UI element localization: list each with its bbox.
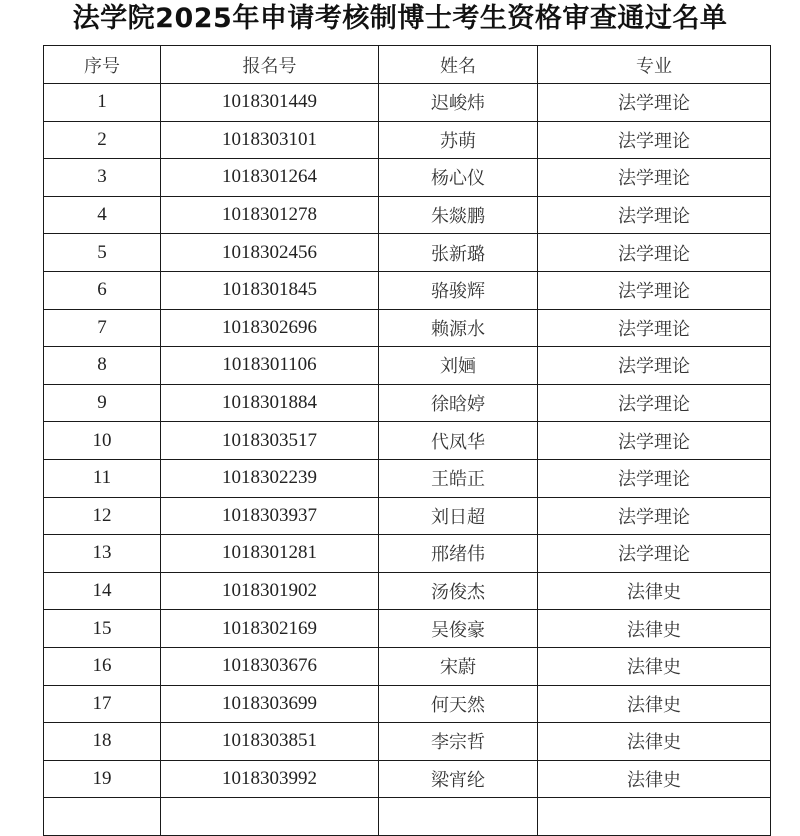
row-number: 13 xyxy=(44,535,161,573)
applicant-name: 赖源水 xyxy=(379,309,538,347)
registration-id: 1018302239 xyxy=(161,459,379,497)
major: 法学理论 xyxy=(538,497,771,535)
registration-id: 1018303517 xyxy=(161,422,379,460)
registration-id: 1018303937 xyxy=(161,497,379,535)
row-number: 18 xyxy=(44,723,161,761)
registration-id: 1018303992 xyxy=(161,760,379,798)
row-number: 7 xyxy=(44,309,161,347)
row-number: 5 xyxy=(44,234,161,272)
row-number: 9 xyxy=(44,384,161,422)
header-name: 姓名 xyxy=(379,46,538,84)
major: 法学理论 xyxy=(538,384,771,422)
row-number: 12 xyxy=(44,497,161,535)
applicant-name: 汤俊杰 xyxy=(379,572,538,610)
row-number: 19 xyxy=(44,760,161,798)
major: 法学理论 xyxy=(538,309,771,347)
major: 法律史 xyxy=(538,647,771,685)
registration-id: 1018301278 xyxy=(161,196,379,234)
major: 法律史 xyxy=(538,610,771,648)
row-number: 2 xyxy=(44,121,161,159)
row-number: 11 xyxy=(44,459,161,497)
table-row xyxy=(44,121,771,159)
applicant-name: 徐晗婷 xyxy=(379,384,538,422)
header-registration-id: 报名号 xyxy=(161,46,379,84)
row-number: 10 xyxy=(44,422,161,460)
registration-id: 1018301845 xyxy=(161,271,379,309)
major: 法律史 xyxy=(538,760,771,798)
registration-id: 1018301884 xyxy=(161,384,379,422)
registration-id: 1018303676 xyxy=(161,647,379,685)
row-number: 16 xyxy=(44,647,161,685)
table-row xyxy=(44,196,771,234)
empty-cell xyxy=(161,798,379,836)
applicant-name: 代凤华 xyxy=(379,422,538,460)
table-row xyxy=(44,309,771,347)
row-number: 3 xyxy=(44,159,161,197)
row-number: 17 xyxy=(44,685,161,723)
registration-id: 1018301902 xyxy=(161,572,379,610)
row-number: 14 xyxy=(44,572,161,610)
applicant-name: 吴俊豪 xyxy=(379,610,538,648)
registration-id: 1018301449 xyxy=(161,84,379,122)
table-row xyxy=(44,685,771,723)
applicant-name: 何天然 xyxy=(379,685,538,723)
row-number: 4 xyxy=(44,196,161,234)
empty-cell xyxy=(44,798,161,836)
table-row xyxy=(44,723,771,761)
major: 法学理论 xyxy=(538,271,771,309)
applicant-name: 迟峻炜 xyxy=(379,84,538,122)
table-row xyxy=(44,384,771,422)
registration-id: 1018301264 xyxy=(161,159,379,197)
table-row xyxy=(44,535,771,573)
table-row xyxy=(44,497,771,535)
applicant-name: 刘婳 xyxy=(379,347,538,385)
applicant-name: 王皓正 xyxy=(379,459,538,497)
document-title: 法学院2025年申请考核制博士考生资格审查通过名单 xyxy=(72,3,728,34)
registration-id: 1018301281 xyxy=(161,535,379,573)
registration-id: 1018303101 xyxy=(161,121,379,159)
registration-id: 1018302696 xyxy=(161,309,379,347)
applicant-name: 杨心仪 xyxy=(379,159,538,197)
empty-cell xyxy=(538,798,771,836)
table-row xyxy=(44,647,771,685)
registration-id: 1018303699 xyxy=(161,685,379,723)
major: 法学理论 xyxy=(538,459,771,497)
table-row xyxy=(44,610,771,648)
applicant-name: 骆骏辉 xyxy=(379,271,538,309)
table-row xyxy=(44,422,771,460)
table-row xyxy=(44,572,771,610)
applicant-name: 宋蔚 xyxy=(379,647,538,685)
table-row-cutoff xyxy=(44,798,771,836)
applicant-name: 李宗哲 xyxy=(379,723,538,761)
major: 法律史 xyxy=(538,572,771,610)
empty-cell xyxy=(379,798,538,836)
applicant-name: 朱燚鹏 xyxy=(379,196,538,234)
major: 法学理论 xyxy=(538,347,771,385)
row-number: 8 xyxy=(44,347,161,385)
applicant-name: 邢绪伟 xyxy=(379,535,538,573)
registration-id: 1018302169 xyxy=(161,610,379,648)
table-row xyxy=(44,760,771,798)
major: 法学理论 xyxy=(538,196,771,234)
registration-id: 1018303851 xyxy=(161,723,379,761)
major: 法律史 xyxy=(538,685,771,723)
major: 法律史 xyxy=(538,723,771,761)
row-number: 6 xyxy=(44,271,161,309)
applicant-name: 梁宵纶 xyxy=(379,760,538,798)
row-number: 15 xyxy=(44,610,161,648)
table-row xyxy=(44,459,771,497)
registration-id: 1018302456 xyxy=(161,234,379,272)
major: 法学理论 xyxy=(538,535,771,573)
applicant-table xyxy=(43,45,771,836)
major: 法学理论 xyxy=(538,234,771,272)
table-row xyxy=(44,347,771,385)
registration-id: 1018301106 xyxy=(161,347,379,385)
table-row xyxy=(44,159,771,197)
table-row xyxy=(44,234,771,272)
major: 法学理论 xyxy=(538,159,771,197)
row-number: 1 xyxy=(44,84,161,122)
table-row xyxy=(44,271,771,309)
header-number: 序号 xyxy=(44,46,161,84)
table-header-row xyxy=(44,46,771,84)
major: 法学理论 xyxy=(538,422,771,460)
applicant-name: 刘日超 xyxy=(379,497,538,535)
table-row xyxy=(44,84,771,122)
header-major: 专业 xyxy=(538,46,771,84)
applicant-name: 苏萌 xyxy=(379,121,538,159)
applicant-name: 张新璐 xyxy=(379,234,538,272)
table-body xyxy=(44,84,771,836)
major: 法学理论 xyxy=(538,84,771,122)
major: 法学理论 xyxy=(538,121,771,159)
